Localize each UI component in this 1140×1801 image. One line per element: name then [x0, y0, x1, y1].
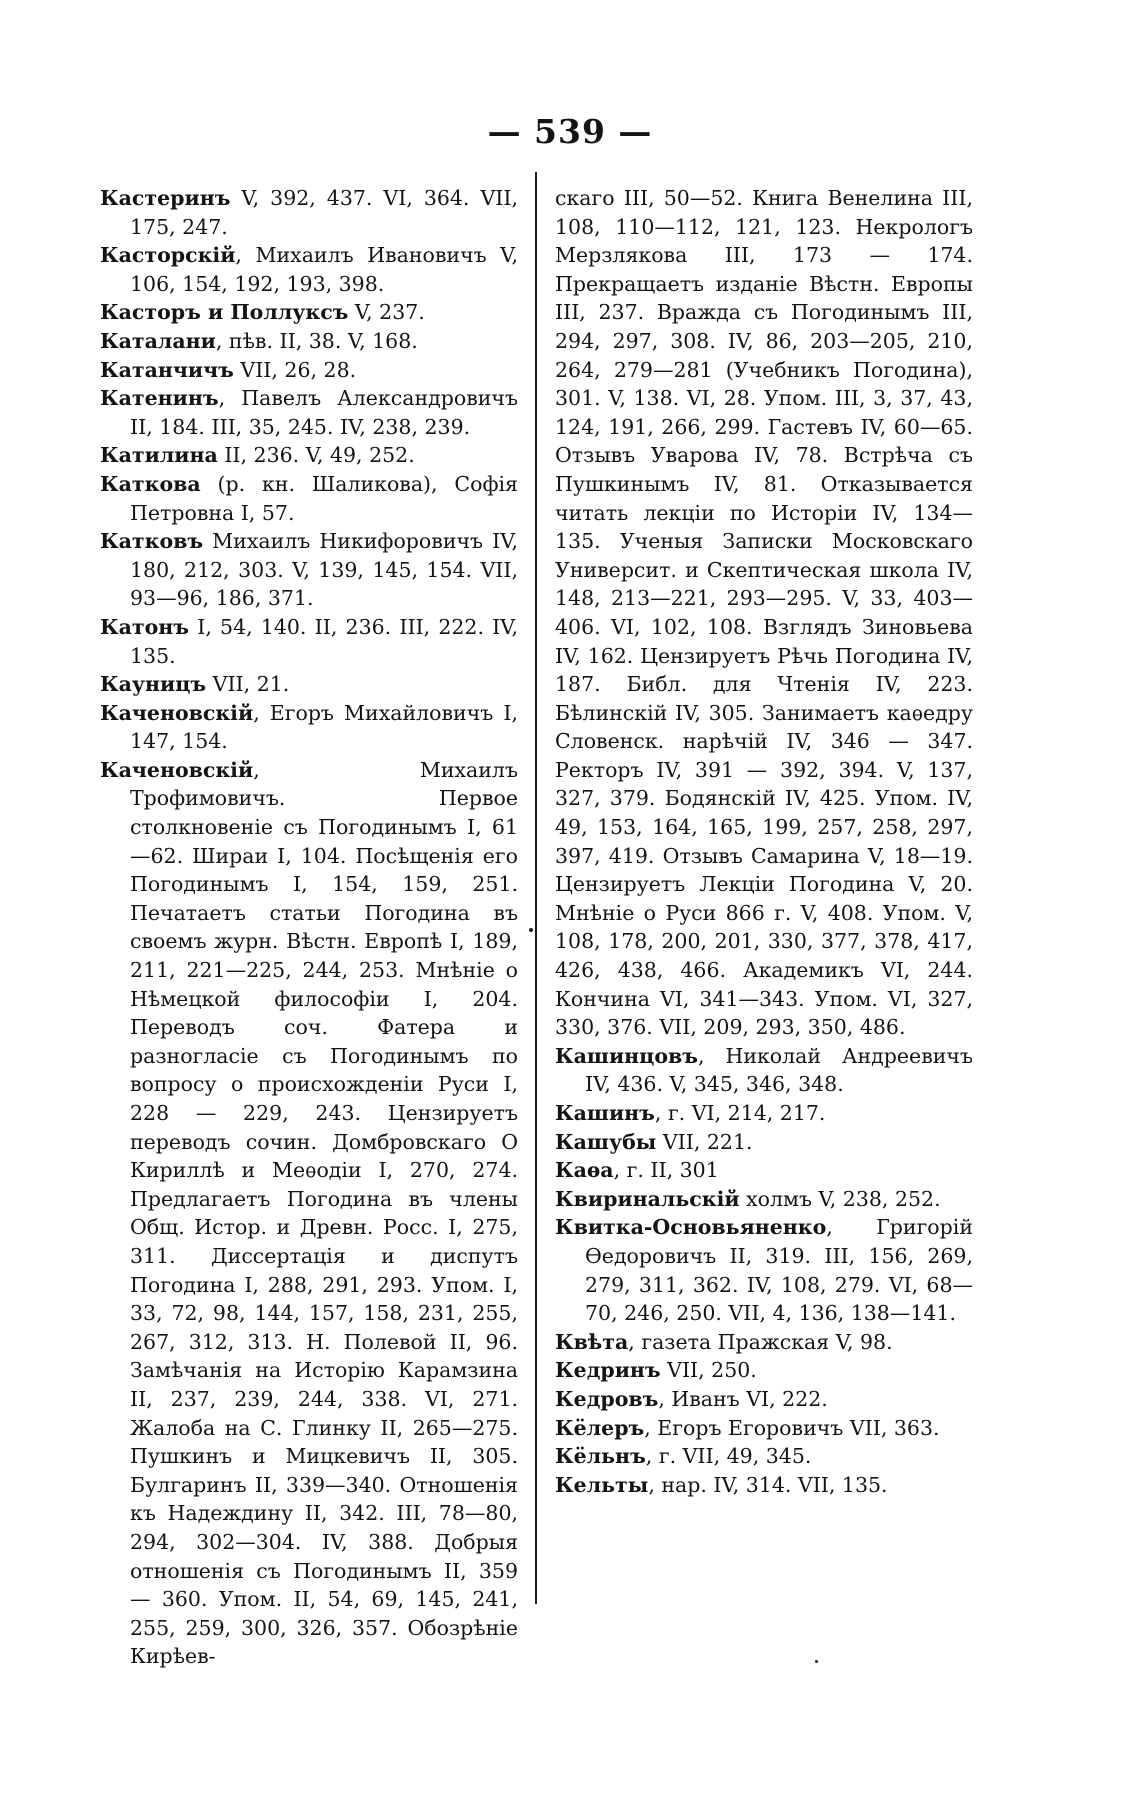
entry-text: VII, 221. — [656, 1129, 753, 1154]
entry-text: , пѣв. II, 38. V, 168. — [215, 328, 418, 353]
entry-heading: Катенинъ — [100, 386, 219, 411]
index-entry — [555, 1042, 973, 1099]
entry-heading: Кашинцовъ — [555, 1043, 698, 1068]
index-entry — [100, 184, 518, 241]
entry-text: VII, 21. — [206, 672, 290, 697]
entry-heading: Кёльнъ — [555, 1444, 646, 1469]
entry-heading: Катилина — [100, 443, 218, 468]
index-entry — [100, 470, 518, 527]
entry-text: VII, 250. — [660, 1358, 757, 1383]
entry-heading: Квитка-Основьяненко — [555, 1215, 827, 1240]
entry-heading: Кельты — [555, 1472, 649, 1497]
index-entry — [555, 1328, 973, 1357]
entry-text: , Михаилъ Трофимовичъ. Первое столкновеніе съ Погодинымъ I, 61—62. Шираи I, 104. Посѣщенія его Погодинымъ I, 154, 159, 251. Печатаетъ статьи Погодина въ своемъ журн. Вѣстн. Европѣ I, 189, 211, 221—225, 244, 253. Мнѣніе о Нѣмецкой философіи I, 204. Переводъ соч. Фатера и разногласіе съ Погодинымъ по вопросу о происхожденіи Руси I, 228 — 229, 243. Цензируетъ переводъ сочин. Домбровскаго О Кириллѣ и Меѳодіи I, 270, 274. Предлагаетъ Погодина въ члены Общ. Истор. и Древн. Росс. I, 275, 311. Диссертація и диспутъ Погодина I, 288, 291, 293. Упом. I, 33, 72, 98, 144, 157, 158, 231, 255, 267, 312, 313. Н. Полевой II, 96. Замѣчанія на Исторію Карамзина II, 237, 239, 244, 338. VI, 271. Жалоба на С. Глинку II, 265—275. Пушкинъ и Мицкевичъ II, 305. Булгаринъ II, 339—340. Отношенія къ Надеждину II, 342. III, 78—80, 294, 302—304. IV, 388. Добрыя отношенія съ Погодинымъ II, 359 — 360. Упом. II, 54, 69, 145, 241, 255, 259, 300, 326, 357. Обозрѣніе Кирѣев- — [130, 757, 518, 1669]
index-entry — [555, 1414, 973, 1443]
entry-text: , нар. IV, 314. VII, 135. — [648, 1472, 888, 1497]
entry-text: II, 236. V, 49, 252. — [217, 443, 415, 468]
entry-heading: Каченовскій — [100, 757, 254, 782]
entry-text: V, 392, 437. VI, 364. VII, 175, 247. — [130, 186, 518, 239]
entry-text: Михаилъ Никифоровичъ IV, 180, 212, 303. V, 139, 145, 154. VII, 93—96, 186, 371. — [130, 529, 518, 611]
entry-text: , Григорій Ѳедоровичъ II, 319. III, 156, 269, 279, 311, 362. IV, 108, 279. VI, 68—70, 246, 250. VII, 4, 136, 138—141. — [585, 1215, 973, 1326]
entry-heading: Каталани — [100, 328, 216, 353]
entry-text: (р. кн. Шаликова), Софія Петровна I, 57. — [130, 471, 518, 525]
index-entry — [555, 1213, 973, 1327]
entry-heading: Квиринальскій — [555, 1186, 740, 1211]
entry-text: I, 54, 140. II, 236. III, 222. IV, 135. — [130, 614, 518, 668]
entry-text: , Павелъ Александровичъ II, 184. III, 35, 245. IV, 238, 239. — [130, 386, 518, 439]
index-entry — [100, 327, 518, 356]
entry-heading: Каѳа — [555, 1158, 614, 1183]
entry-heading: Катковъ — [100, 529, 204, 554]
index-entry — [100, 298, 518, 327]
entry-heading: Кёлеръ — [555, 1415, 645, 1440]
entry-heading: Касторъ и Поллуксъ — [100, 300, 349, 325]
index-entry — [555, 1099, 973, 1128]
entry-text: V, 237. — [348, 300, 425, 325]
entry-heading: Катонъ — [100, 614, 190, 639]
entry-text: , Иванъ VI, 222. — [658, 1386, 828, 1411]
entry-text: , г. II, 301 — [613, 1158, 719, 1183]
index-entry-continuation: скаго III, 50—52. Книга Венелина III, 108, 110—112, 121, 123. Некрологъ Мерзлякова III, 173 — 174. Прекращаетъ изданіе Вѣстн. Европы III, 237. Вражда съ Погодинымъ III, 294, 297, 308. IV, 86, 203—205, 210, 264, 279—281 (Учебникъ Погодина), 301. V, 138. VI, 28. Упом. III, 3, 37, 43, 124, 191, 266, 299. Гастевъ IV, 60—65. Отзывъ Уварова IV, 78. Встрѣча съ Пушкинымъ IV, 81. Отказывается читать лекціи по Исторіи IV, 134—135. Ученыя Записки Московскаго Университ. и Скептическая школа IV, 148, 213—221, 293—295. V, 33, 403—406. VI, 102, 108. Взглядъ Зиновьева IV, 162. Цензируетъ Рѣчь Погодина IV, 187. Библ. для Чтенія IV, 223. Бѣлинскій IV, 305. Занимаетъ каѳедру Словенск. нарѣчій IV, 346 — 347. Ректоръ IV, 391 — 392, 394. V, 137, 327, 379. Бодянскій IV, 425. Упом. IV, 49, 153, 164, 165, 199, 257, 258, 297, 397, 419. Отзывъ Самарина V, 18—19. Цензируетъ Лекціи Погодина V, 20. Мнѣніе о Руси 866 г. V, 408. Упом. V, 108, 178, 200, 201, 330, 377, 378, 417, 426, 438, 466. Академикъ VI, 244. Кончина VI, 341—343. Упом. VI, 327, 330, 376. VII, 209, 293, 350, 486. — [555, 186, 973, 1040]
index-column-right — [555, 184, 973, 1499]
index-entry — [100, 241, 518, 298]
entry-text: , г. VII, 49, 345. — [645, 1444, 812, 1469]
index-entry — [100, 441, 518, 470]
entry-text: VII, 26, 28. — [233, 357, 357, 382]
entry-text: , Николай Андреевичъ IV, 436. V, 345, 346, 348. — [585, 1043, 973, 1097]
index-entry — [100, 527, 518, 613]
page-number: — 539 — — [487, 112, 653, 151]
index-entry — [100, 356, 518, 385]
column-divider — [535, 172, 537, 1604]
entry-text: , Егоръ Михайловичъ I, 147, 154. — [130, 700, 518, 754]
entry-text: холмъ V, 238, 252. — [739, 1186, 941, 1211]
index-entry — [100, 384, 518, 441]
entry-heading: Кедринъ — [555, 1358, 661, 1383]
entry-heading: Кастеринъ — [100, 186, 231, 210]
index-entry — [100, 613, 518, 670]
entry-heading: Кауницъ — [100, 672, 207, 697]
entry-text: , Михаилъ Ивановичъ V, 106, 154, 192, 193, 398. — [130, 243, 518, 296]
index-entry — [555, 1471, 973, 1500]
entry-text: , газета Пражская V, 98. — [628, 1329, 893, 1354]
index-entry — [555, 1156, 973, 1185]
index-entry — [555, 1185, 973, 1214]
entry-heading: Кедровъ — [555, 1386, 659, 1411]
entry-heading: Катанчичъ — [100, 357, 234, 382]
entry-text: , г. VI, 214, 217. — [654, 1101, 826, 1125]
entry-text: , Егоръ Егоровичъ VII, 363. — [644, 1415, 940, 1440]
entry-heading: Касторскій — [100, 243, 236, 268]
print-speck — [529, 928, 533, 932]
index-column-left — [100, 184, 518, 1671]
index-entry — [100, 756, 518, 1671]
index-entry — [100, 699, 518, 756]
entry-heading: Квѣта — [555, 1329, 629, 1354]
index-entry — [100, 670, 518, 699]
entry-heading: Каченовскій — [100, 700, 254, 725]
entry-heading: Кашинъ — [555, 1101, 655, 1125]
entry-heading: Каткова — [100, 471, 201, 496]
index-entry — [555, 1385, 973, 1414]
entry-heading: Кашубы — [555, 1129, 657, 1154]
index-entry — [555, 1128, 973, 1157]
index-entry — [555, 1442, 973, 1471]
index-entry — [555, 1356, 973, 1385]
print-speck — [815, 1660, 818, 1663]
